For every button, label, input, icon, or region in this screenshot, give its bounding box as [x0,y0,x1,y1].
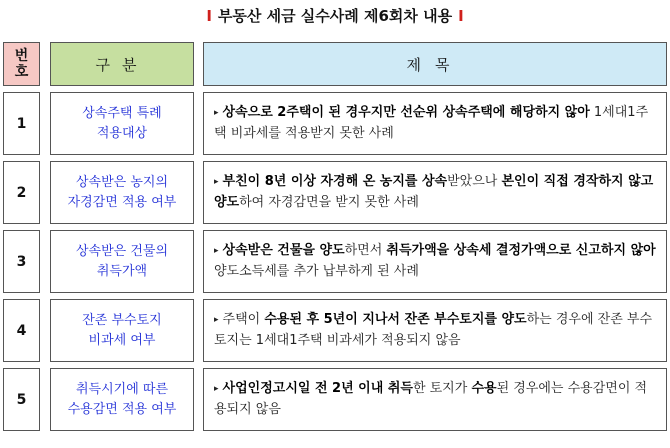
subject-bold-run: 상속으로 2주택이 된 경우지만 선순위 상속주택에 해당하지 않아 [222,105,590,120]
header-category-label: 구분 [95,55,149,74]
row-subject [203,161,667,224]
subject-run: 받았으나 [447,174,502,189]
subject-run: 1세대1주택 비과세를 적용받지 못한 사례 [214,105,649,141]
subject-bold-run: 부친이 8년 이상 자경해 온 농지를 상속 [222,174,448,189]
category-line1: 잔존 부수토지 [82,312,162,328]
subject-run: 한 토지가 [412,381,472,396]
row-subject [203,368,667,431]
row-category [50,299,194,362]
subject-run: 하는 경우에 잔존 부수토지는 1세대1주택 비과세가 적용되지 않음 [214,312,653,348]
subject-text [214,103,656,144]
title-bar-right: I [458,7,464,25]
category-line1: 상속받은 농지의 [75,174,169,190]
row-num-text: 5 [16,391,27,408]
subject-text [214,379,656,420]
bullet-triangle-icon: ▸ [214,246,219,256]
subject-bold-run: 수용 [471,381,497,396]
bullet-triangle-icon: ▸ [214,315,219,325]
category-line1: 상속받은 건물의 [75,243,169,259]
table-row [3,299,667,362]
row-category [50,92,194,155]
category-line2: 자경감면 적용 여부 [67,194,177,210]
category-line1: 상속주택 특례 [82,105,162,121]
subject-bold-run: 수용된 후 5년이 지나서 잔존 부수토지를 양도 [264,312,527,327]
row-subject [203,92,667,155]
category-line2: 적용대상 [96,125,148,141]
row-num [3,92,40,155]
title-text: 부동산 세금 실수사례 제6회차 내용 [217,7,453,25]
header-num-label: 번호 [14,48,29,80]
subject-run: 하여 자경감면을 받지 못한 사례 [239,195,419,210]
category-line2: 비과세 여부 [88,332,156,348]
row-num-text: 2 [16,184,27,201]
row-subject [203,230,667,293]
row-category [50,230,194,293]
row-num [3,299,40,362]
row-num-text: 3 [16,253,27,270]
row-num-text: 4 [16,322,27,339]
header-subject-label: 제목 [406,55,464,74]
row-num-text: 1 [16,115,27,132]
category-line2: 수용감면 적용 여부 [67,401,177,417]
header-row [3,42,667,86]
row-category [50,368,194,431]
subject-bold-run: 취득가액을 상속세 결정가액으로 신고하지 않아 [386,243,656,258]
subject-run: 양도소득세를 추가 납부하게 된 사례 [214,264,419,279]
header-category [50,42,194,86]
table-row [3,161,667,224]
header-num [3,42,40,86]
subject-text [214,310,656,351]
subject-text [214,241,656,282]
bullet-triangle-icon: ▸ [214,108,219,118]
row-num [3,161,40,224]
row-num [3,230,40,293]
subject-bold-run: 본인이 직접 경작하지 않고 양도 [214,174,654,210]
row-category [50,161,194,224]
row-subject [203,299,667,362]
title-bar-left: I [206,7,212,25]
category-line1: 취득시기에 따른 [75,381,169,397]
row-num [3,368,40,431]
header-subject [203,42,667,86]
bullet-triangle-icon: ▸ [214,177,219,187]
subject-text [214,172,656,213]
bullet-triangle-icon: ▸ [214,384,219,394]
cases-table [3,42,667,442]
page-title [0,4,670,28]
table-row [3,368,667,431]
subject-bold-run: 상속받은 건물을 양도 [222,243,345,258]
category-line2: 취득가액 [96,263,148,279]
subject-run: 된 경우에는 수용감면이 적용되지 않음 [214,381,648,417]
subject-run: 하면서 [344,243,387,258]
table-row [3,230,667,293]
table-row [3,92,667,155]
subject-run: 주택이 [222,312,265,327]
subject-bold-run: 사업인정고시일 전 2년 이내 취득 [222,381,413,396]
